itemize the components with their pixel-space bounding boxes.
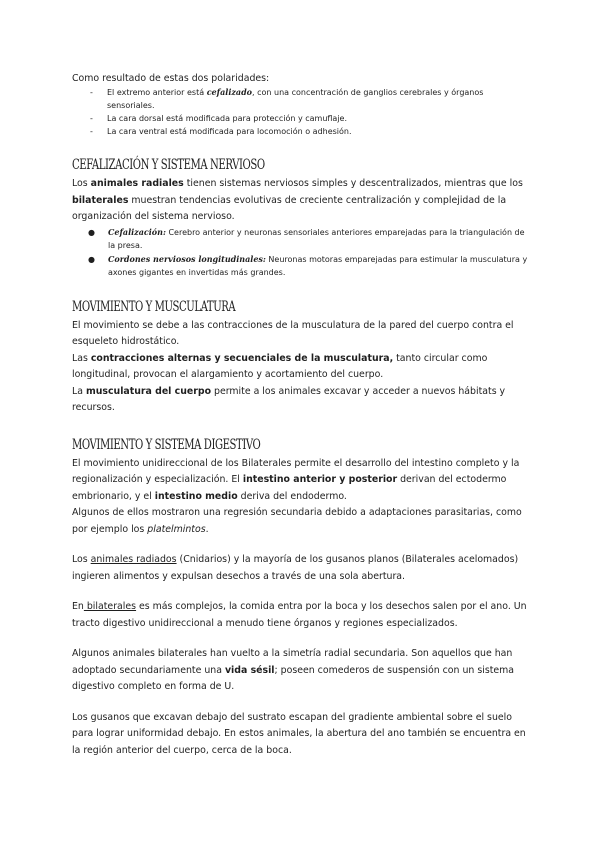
- text-run: tienen sistemas nerviosos simples y descentralizados, mientras que los: [183, 178, 523, 189]
- section-heading-cefalizacion: CEFALIZACIÓN Y SISTEMA NERVIOSO: [72, 157, 265, 173]
- text-run: Algunos animales bilaterales han vuelto a la simetría radial secundaria. Son aquellos que han adoptado secundariamente una: [72, 648, 513, 676]
- intro-item: [72, 86, 532, 112]
- intro-list: [72, 86, 532, 138]
- bold-term: intestino medio: [154, 490, 238, 502]
- bold-term: intestino anterior y posterior: [242, 474, 398, 485]
- bullet-dot: ●: [88, 254, 95, 264]
- text-run: En: [72, 601, 84, 612]
- paragraph: [72, 384, 532, 417]
- intro-lead: Como resultado de estas dos polaridades:: [72, 73, 270, 84]
- bullet-term: Cefalización:: [108, 226, 166, 237]
- paragraph: [72, 176, 532, 226]
- underlined-term: bilaterales: [83, 601, 137, 612]
- section-heading-musculatura: MOVIMIENTO Y MUSCULATURA: [72, 298, 236, 315]
- intro-item-text: , con una concentración de ganglios cerebrales y órganos sensoriales.: [107, 88, 484, 110]
- paragraph: [72, 552, 532, 585]
- bullet-item: [72, 253, 532, 279]
- dash-marker: -: [90, 114, 93, 123]
- paragraph: [72, 505, 532, 538]
- bold-term: animales radiales: [90, 178, 184, 189]
- intro-item-text: La cara ventral está modificada para locomoción o adhesión.: [107, 127, 352, 136]
- bullet-item: [72, 226, 532, 252]
- bullet-text: Neuronas motoras emparejadas para estimular la musculatura y axones gigantes en invertidas más grandes.: [108, 254, 528, 277]
- text-run: .: [205, 523, 209, 535]
- paragraph: [72, 646, 532, 696]
- text-run: Algunos de ellos mostraron una regresión secundaria debido a adaptaciones parasitarias, como por ejemplo los: [72, 507, 522, 535]
- text-run: muestran tendencias evolutivas de creciente centralización y complejidad de la organización del sistema nervioso.: [72, 194, 507, 222]
- spacer: [72, 585, 532, 599]
- intro-item: [72, 125, 532, 138]
- spacer: [72, 696, 532, 710]
- text-run: El movimiento unidireccional de los Bilaterales permite el desarrollo del intestino completo y la regionalización y especialización. El: [72, 457, 520, 485]
- text-run: tanto circular como longitudinal, provocan el alargamiento y acortamiento del cuerpo.: [72, 352, 488, 380]
- text-run: ; poseen comederos de suspensión con un sistema digestivo completo en forma de U.: [72, 664, 515, 692]
- text-run: Las: [72, 352, 91, 364]
- bold-term: vida sésil: [224, 664, 275, 676]
- dash-marker: -: [90, 88, 93, 97]
- paragraph: [72, 351, 532, 384]
- text-run: permite a los animales excavar y acceder a nuevos hábitats y recursos.: [72, 385, 506, 413]
- dash-marker: -: [90, 127, 93, 136]
- section-heading-digestivo: MOVIMIENTO Y SISTEMA DIGESTIVO: [72, 436, 261, 453]
- text-run: Los: [72, 178, 91, 189]
- paragraph: [72, 599, 532, 632]
- bold-term: bilaterales: [72, 194, 129, 206]
- intro-item-text: La cara dorsal está modificada para protección y camuflaje.: [107, 114, 348, 123]
- text-run: deriva del endodermo.: [237, 490, 347, 502]
- text-run: La: [72, 385, 86, 397]
- text-run: (Cnidarios) y la mayoría de los gusanos planos (Bilaterales acelomados) ingieren alimentos y expulsan desechos a través de una sola abertura.: [72, 554, 519, 582]
- spacer: [72, 632, 532, 646]
- intro-item-text: El extremo anterior está: [107, 88, 207, 97]
- paragraph: El movimiento se debe a las contracciones de la musculatura de la pared del cuerpo contra el esqueleto hidrostático.: [72, 319, 514, 347]
- text-run: derivan del ectodermo embrionario, y el: [72, 474, 507, 502]
- italic-term: platelmintos: [147, 523, 206, 535]
- bold-term: musculatura del cuerpo: [85, 385, 212, 397]
- intro-item: [72, 112, 532, 125]
- intro-item-emphasis: cefalizado: [206, 87, 253, 97]
- spacer: [72, 538, 532, 552]
- page-content: [72, 71, 532, 759]
- cefalizacion-list: [72, 226, 532, 279]
- text-run: Los: [72, 554, 91, 565]
- bold-term: contracciones alternas y secuenciales de la musculatura,: [90, 352, 394, 364]
- bullet-term: Cordones nerviosos longitudinales:: [108, 253, 266, 264]
- underlined-term: animales radiados: [90, 554, 177, 565]
- bullet-dot: ●: [88, 227, 95, 237]
- text-run: es más complejos, la comida entra por la boca y los desechos salen por el ano. Un tracto digestivo unidireccional a menudo tiene órganos y regiones especializados.: [72, 601, 527, 629]
- bullet-text: Cerebro anterior y neuronas sensoriales anteriores emparejadas para la triangulación de la presa.: [108, 227, 525, 250]
- paragraph: [72, 456, 532, 506]
- paragraph: Los gusanos que excavan debajo del sustrato escapan del gradiente ambiental sobre el suelo para lograr uniformidad debajo. En estos animales, la abertura del ano también se encuentra en la región anterior del cuerpo, cerca de la boca.: [72, 711, 526, 756]
